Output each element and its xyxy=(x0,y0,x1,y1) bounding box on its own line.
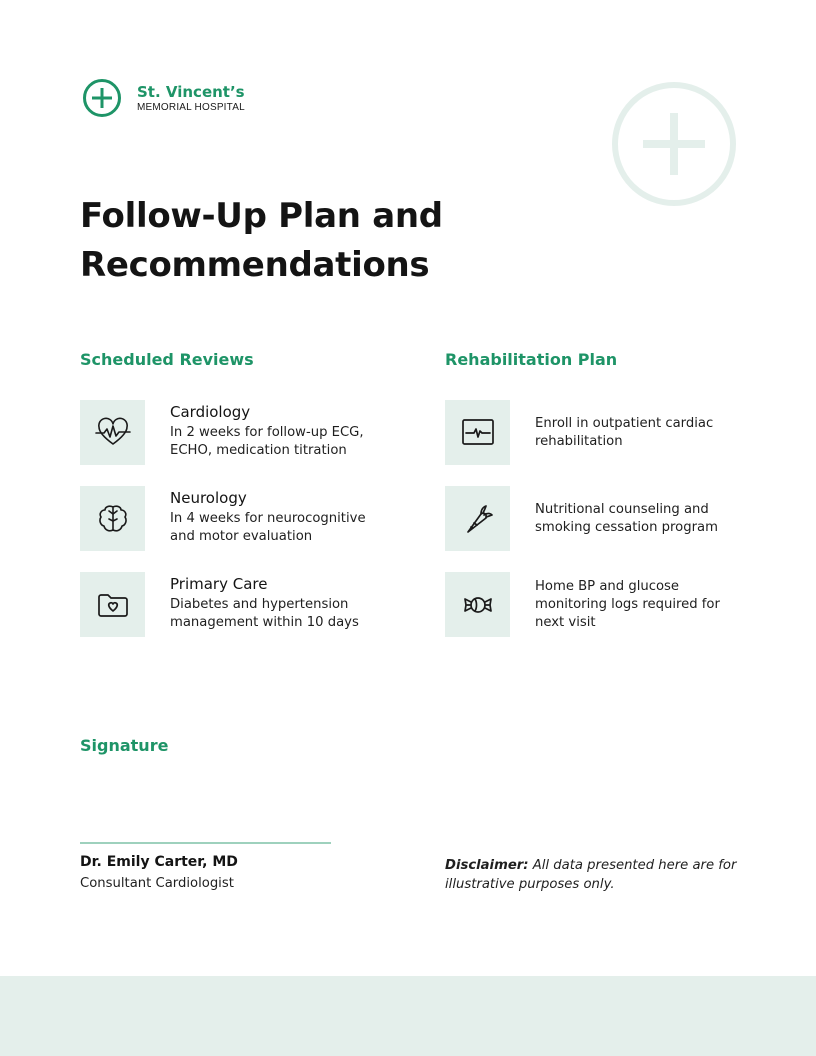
hospital-logo xyxy=(82,78,245,118)
folder-heart-icon xyxy=(80,572,145,637)
disclaimer-text: All data presented here are for illustrative purposes only. xyxy=(445,858,737,892)
rehab-description: Home BP and glucose monitoring logs required for next visit xyxy=(535,578,720,630)
review-item-neurology xyxy=(80,486,380,551)
brain-icon xyxy=(80,486,145,551)
plus-circle-icon xyxy=(82,78,122,118)
rehabilitation-plan-heading: Rehabilitation Plan xyxy=(445,350,618,369)
rehab-description: Nutritional counseling and smoking cessation program xyxy=(535,501,718,535)
disclaimer xyxy=(445,856,745,894)
hospital-name: St. Vincent’s xyxy=(137,82,245,101)
signature-heading: Signature xyxy=(80,736,169,755)
review-description: In 2 weeks for follow-up ECG, ECHO, medication titration xyxy=(170,425,364,458)
disclaimer-label: Disclaimer: xyxy=(445,858,529,873)
page-title: Follow-Up Plan and Recommendations xyxy=(80,196,443,285)
review-title: Cardiology xyxy=(170,403,251,421)
carrot-icon xyxy=(445,486,510,551)
rehab-description: Enroll in outpatient cardiac rehabilitation xyxy=(535,415,714,449)
review-item-cardiology xyxy=(80,400,380,465)
capsule-icon xyxy=(445,572,510,637)
signer-name: Dr. Emily Carter, MD xyxy=(80,854,238,870)
ecg-monitor-icon xyxy=(445,400,510,465)
signature-line xyxy=(80,842,331,844)
review-description: Diabetes and hypertension management within 10 days xyxy=(170,597,359,630)
scheduled-reviews-heading: Scheduled Reviews xyxy=(80,350,254,369)
hospital-subtitle: MEMORIAL HOSPITAL xyxy=(137,101,245,113)
heart-pulse-icon xyxy=(80,400,145,465)
footer-band xyxy=(0,976,816,1056)
rehab-item-cardiac xyxy=(445,400,735,465)
review-item-primary-care xyxy=(80,572,380,637)
signer-role: Consultant Cardiologist xyxy=(80,876,234,891)
review-title: Primary Care xyxy=(170,575,268,593)
plus-circle-watermark-icon xyxy=(610,80,738,208)
review-title: Neurology xyxy=(170,489,247,507)
rehab-item-monitoring xyxy=(445,572,735,637)
review-description: In 4 weeks for neurocognitive and motor evaluation xyxy=(170,511,366,544)
rehab-item-nutrition xyxy=(445,486,735,551)
